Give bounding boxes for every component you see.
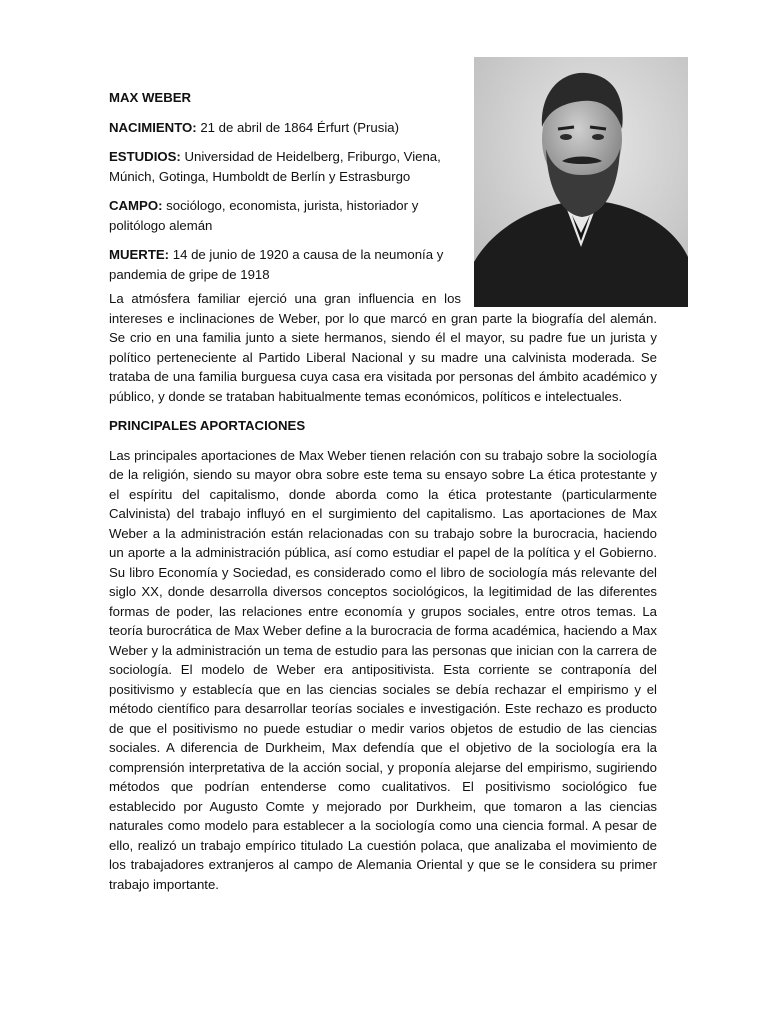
header-block [109,88,465,294]
max-weber-portrait [474,57,688,307]
fact-value: Universidad de Heidelberg, Friburgo, Viena, Múnich, Gotinga, Humboldt de Berlín y Estrasburgo [109,149,441,184]
fact-studies [109,147,465,186]
fact-label: MUERTE: [109,247,170,262]
fact-value: 14 de junio de 1920 a causa de la neumonía y pandemia de gripe de 1918 [109,247,444,282]
section-title: PRINCIPALES APORTACIONES [109,418,306,433]
fact-value: sociólogo, economista, jurista, historiador y politólogo alemán [109,198,419,233]
fact-birth [109,118,465,138]
document-title: MAX WEBER [109,90,192,105]
body-text [109,289,657,904]
biography-paragraph: La atmósfera familiar ejerció una gran influencia en los intereses e inclinaciones de Weber, por lo que marcó en gran parte la biografía del alemán. Se crio en una familia junto a siete hermanos, siendo él el mayor, su padre fue un jurista y político perteneciente al Partido Liberal Nacional y su madre una calvinista moderada. Se trataba de una familia burguesa cuya casa era visitada por personas del ámbito académico y público, y donde se trataban habitualmente temas económicos, políticos e intelectuales. [109,291,657,404]
contributions-paragraph: Las principales aportaciones de Max Weber tienen relación con su trabajo sobre la sociología de la religión, siendo su mayor obra sobre este tema su ensayo sobre La ética protestante y el espíritu del capitalismo, donde aborda como la ética protestante (particularmente Calvinista) del trabajo influyó en el surgimiento del capitalismo. Las aportaciones de Max Weber a la administración están relacionadas con su trabajo sobre la burocracia, haciendo un aporte a la administración pública, así como estudiar el papel de la política y el Gobierno. Su libro Economía y Sociedad, es considerado como el libro de sociología más relevante del siglo XX, donde desarrolla diversos conceptos sociológicos, la legitimidad de las diferentes formas de poder, las relaciones entre economía y grupos sociales, entre otros temas. La teoría burocrática de Max Weber define a la burocracia de forma académica, haciendo a Max Weber y la administración un tema de estudio para las personas que inician con la carrera de sociología. El modelo de Weber era antipositivista. Esta corriente se contraponía del positivismo y establecía que en las ciencias sociales se debía rechazar el empirismo y el método científico para desarrollar teorías sociales e investigación. Este rechazo es producto de que el positivismo no puede estudiar o medir varios objetos de estudio de las ciencias sociales. A diferencia de Durkheim, Max defendía que el objetivo de la sociología era la comprensión interpretativa de la acción social, y proponía alejarse del empirismo, sugiriendo métodos que podrían entenderse como cualitativos. El positivismo sociológico fue establecido por Augusto Comte y mejorado por Durkheim, que tomaron a las ciencias naturales como modelo para establecer a la sociología como una ciencia formal. A pesar de ello, realizó un trabajo empírico titulado La cuestión polaca, que analizaba el movimiento de los trabajadores extranjeros al campo de Alemania Oriental y que se le considera su primer trabajo importante. [109,447,657,892]
fact-value: 21 de abril de 1864 Érfurt (Prusia) [196,119,399,135]
fact-field [109,196,465,235]
fact-label: ESTUDIOS: [109,149,181,164]
portrait-spacer [461,289,657,307]
fact-label: NACIMIENTO: [109,119,197,135]
fact-death [109,245,465,284]
fact-label: CAMPO: [109,198,163,213]
portrait-image [474,57,688,307]
